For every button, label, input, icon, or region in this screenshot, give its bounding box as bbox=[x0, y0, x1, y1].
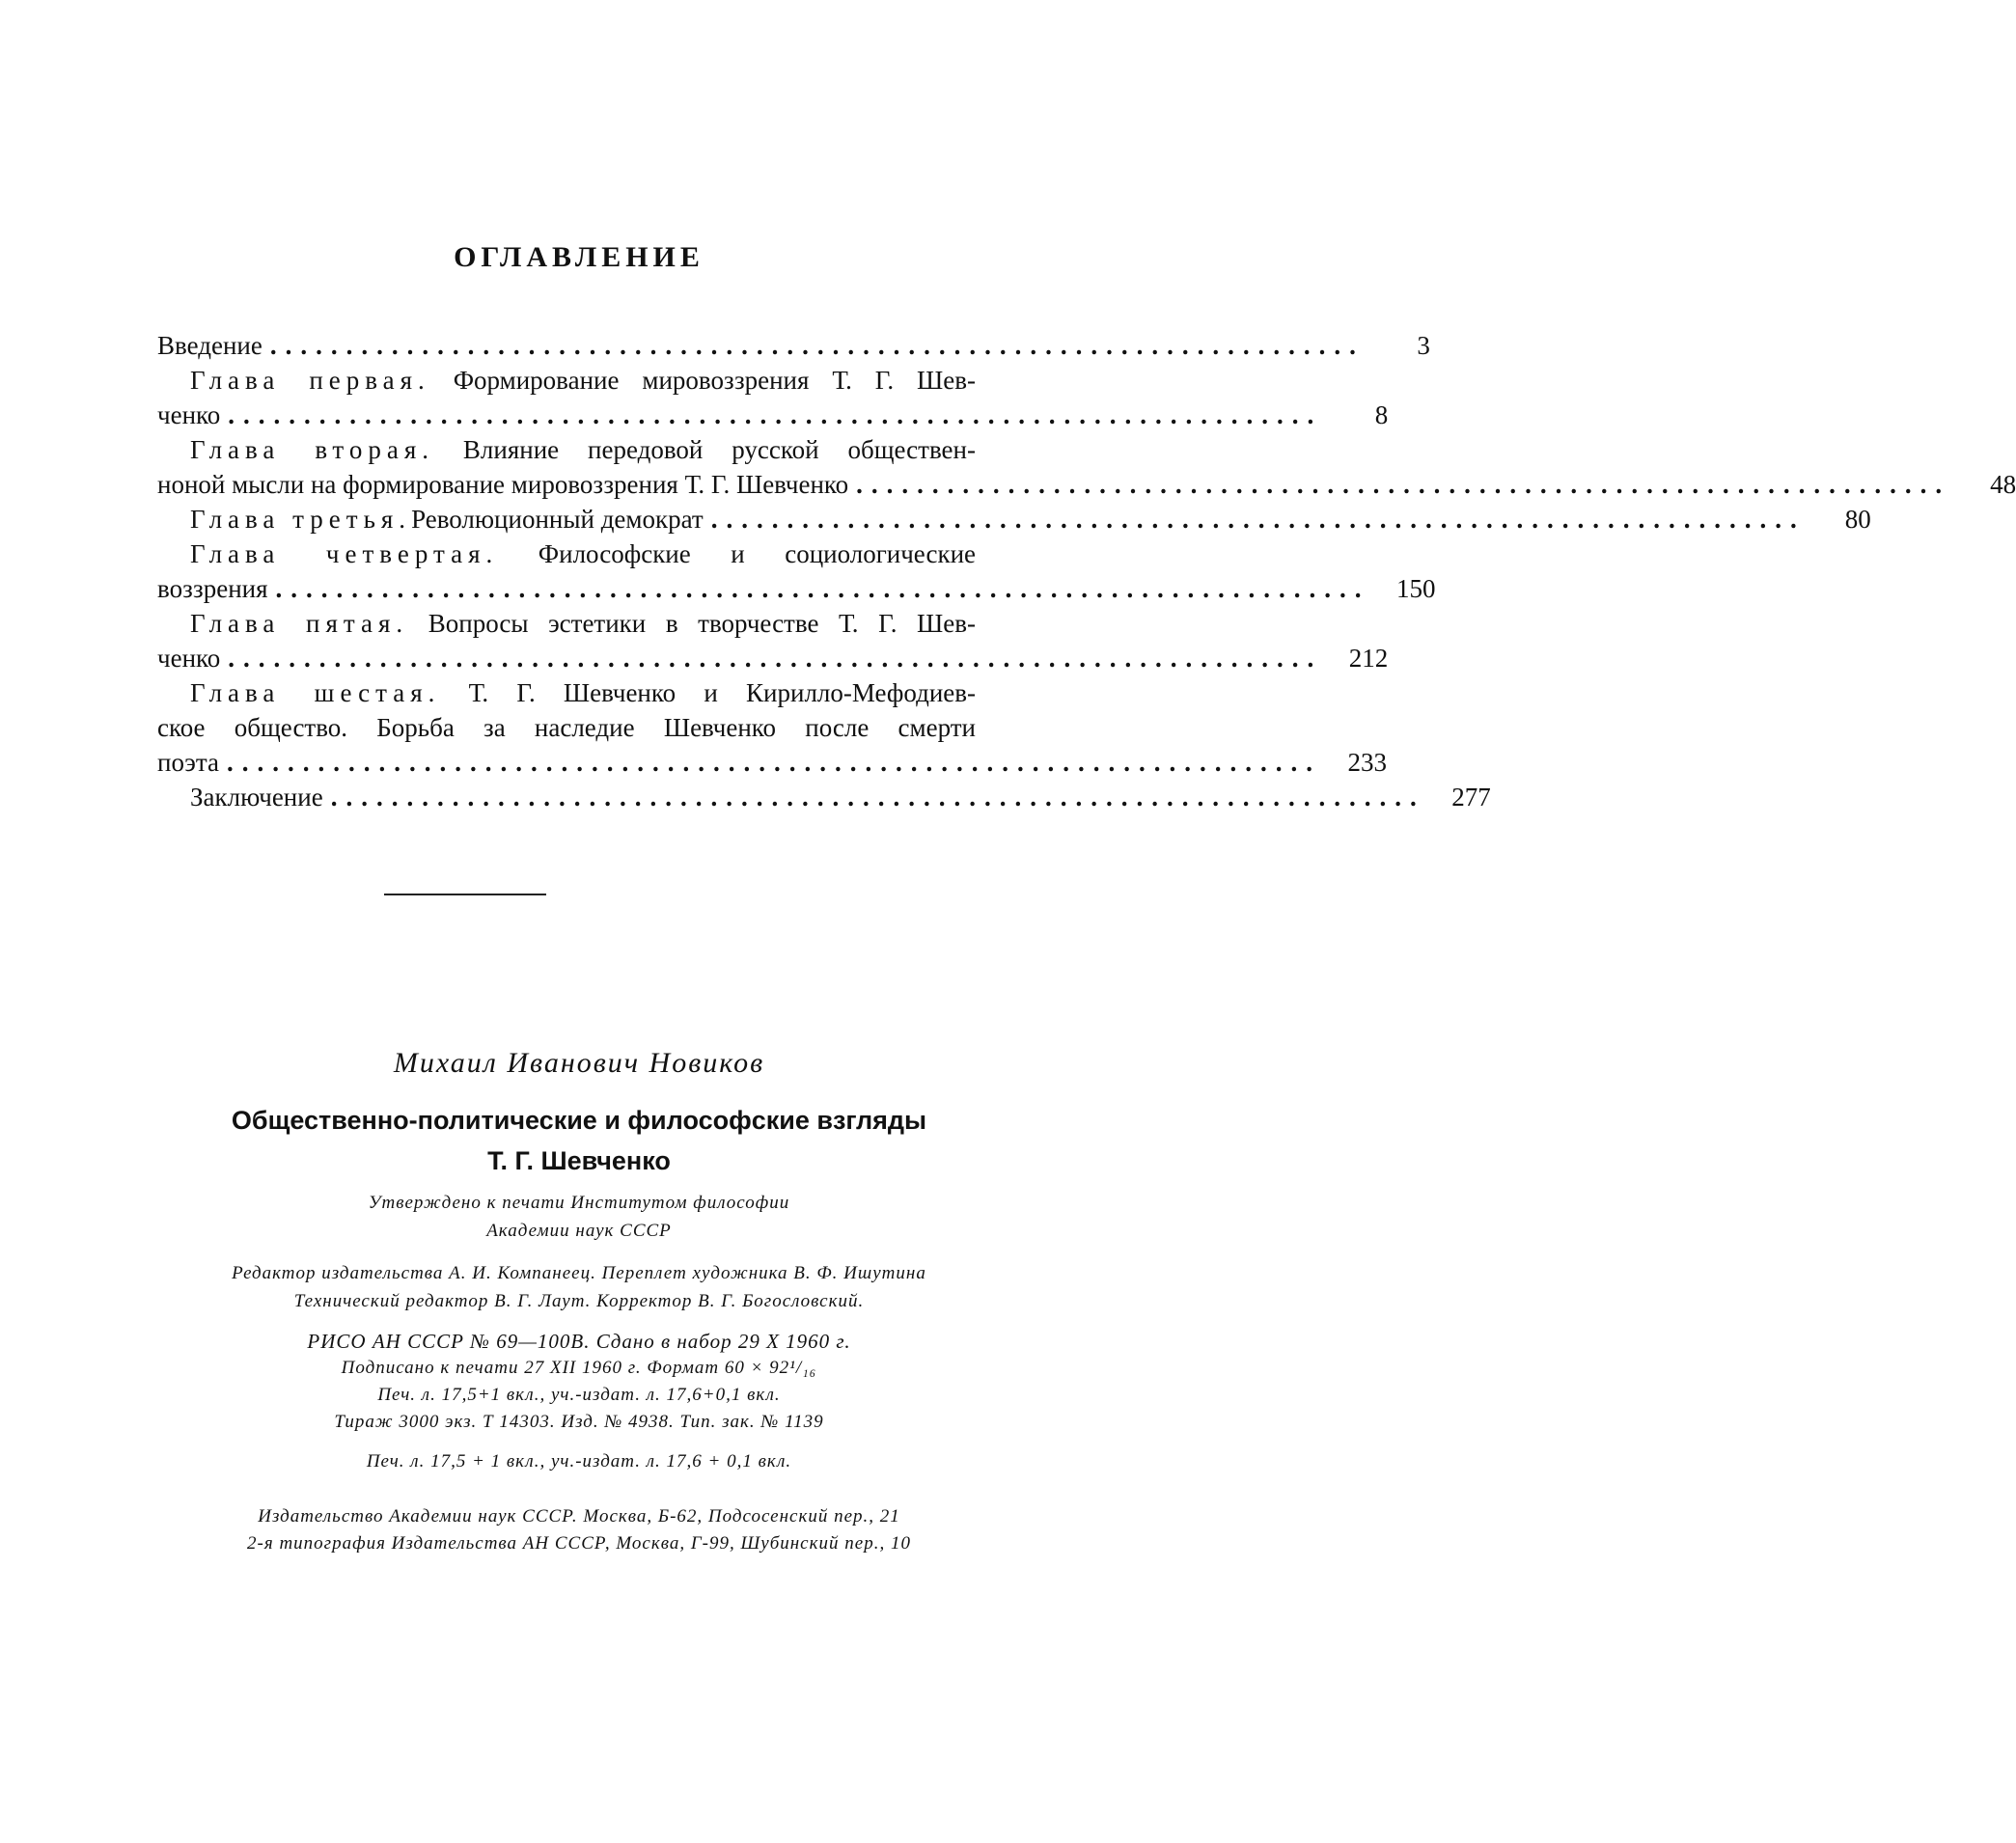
chapter-label: Глава третья. bbox=[190, 505, 412, 534]
toc-entry-text: Заключение bbox=[190, 783, 323, 811]
toc-entry-text: Т. Г. Шевченко и Кирилло-Мефодиев- bbox=[440, 678, 976, 707]
dot-leader: ........................................................................ bbox=[330, 783, 1425, 811]
toc-page-number: 150 bbox=[1396, 574, 1436, 603]
toc-entry-text: Формирование мировоззрения Т. Г. Шев- bbox=[429, 366, 976, 395]
toc-entry-text: Философские и социологические bbox=[498, 539, 977, 568]
toc-entry-text: ноной мысли на формирование мировоззрения Т. Г. Шевченко bbox=[157, 470, 849, 499]
publisher-line: 2-я типография Издательства АН СССР, Москва, Г-99, Шубинский пер., 10 bbox=[247, 1533, 911, 1554]
toc-entry-conclusion bbox=[157, 780, 1491, 814]
toc-page-number: 3 bbox=[1417, 331, 1430, 360]
toc-entry-text: Вопросы эстетики в творчестве Т. Г. Шев- bbox=[408, 609, 976, 638]
toc-entry-chapter-2 bbox=[157, 432, 2016, 502]
toc-entry-text: ское общество. Борьба за наследие Шевченко после смерти bbox=[157, 713, 976, 742]
toc-page-number: 212 bbox=[1348, 644, 1389, 673]
toc-page-number: 8 bbox=[1374, 400, 1389, 429]
table-of-contents bbox=[157, 328, 2016, 814]
approval-line: Утверждено к печати Институтом философии bbox=[368, 1193, 790, 1213]
toc-line bbox=[157, 502, 1871, 536]
toc-line bbox=[157, 536, 1034, 571]
toc-entry-text: ченко bbox=[157, 400, 221, 429]
toc-entry-text: ченко bbox=[157, 644, 221, 673]
toc-line bbox=[157, 432, 1034, 467]
printing-line: Тираж 3000 экз. Т 14303. Изд. № 4938. Тип. зак. № 1139 bbox=[334, 1412, 824, 1432]
dot-leader: ........................................................................ bbox=[856, 470, 1951, 499]
toc-entry-text: Введение bbox=[157, 331, 262, 360]
toc-line bbox=[157, 363, 1034, 398]
toc-title: ОГЛАВЛЕНИЕ bbox=[454, 241, 704, 273]
printing-line: РИСО АН СССР № 69—100В. Сдано в набор 29 X 1960 г. bbox=[307, 1330, 851, 1353]
toc-page-number: 80 bbox=[1844, 505, 1871, 534]
toc-line bbox=[157, 745, 1387, 780]
chapter-label: Глава вторая. bbox=[190, 435, 434, 464]
toc-line bbox=[157, 571, 1436, 606]
toc-page-number: 277 bbox=[1451, 783, 1491, 811]
book-title-line: Т. Г. Шевченко bbox=[487, 1146, 671, 1175]
toc-entry-introduction bbox=[157, 328, 1430, 363]
toc-entry-text: поэта bbox=[157, 748, 219, 777]
toc-entry-text: Влияние передовой русской обществен- bbox=[434, 435, 976, 464]
toc-line bbox=[157, 398, 1389, 432]
publisher-info bbox=[0, 1503, 1158, 1557]
editors-credits bbox=[0, 1259, 1158, 1315]
author-name: Михаил Иванович Новиков bbox=[393, 1047, 765, 1079]
approval-note bbox=[0, 1189, 1158, 1245]
toc-entry-text: воззрения bbox=[157, 574, 268, 603]
toc-page-number: 48 bbox=[1990, 470, 2016, 499]
section-divider bbox=[384, 894, 546, 895]
chapter-label: Глава первая. bbox=[190, 366, 430, 395]
dot-leader: ........................................................................ bbox=[228, 644, 1323, 673]
publisher-line: Издательство Академии наук СССР. Москва, Б-62, Подсосенский пер., 21 bbox=[258, 1506, 900, 1527]
toc-page-number: 233 bbox=[1347, 748, 1387, 777]
approval-line: Академии наук СССР bbox=[486, 1221, 672, 1241]
dot-leader: ........................................................................ bbox=[275, 574, 1370, 603]
printing-details bbox=[0, 1328, 1158, 1436]
toc-entry-chapter-5 bbox=[157, 606, 1389, 675]
toc-line bbox=[157, 641, 1389, 675]
editor-line: Технический редактор В. Г. Лаут. Корректор В. Г. Богословский. bbox=[293, 1291, 865, 1311]
toc-line bbox=[157, 467, 2016, 502]
book-title-line: Общественно-политические и философские взгляды bbox=[231, 1106, 927, 1135]
editor-line: Редактор издательства А. И. Компанеец. Переплет художника В. Ф. Ишутина bbox=[232, 1263, 926, 1283]
dot-leader: ........................................................................ bbox=[226, 748, 1321, 777]
toc-entry-chapter-1 bbox=[157, 363, 1389, 432]
dot-leader: ........................................................................ bbox=[269, 331, 1365, 360]
chapter-label: Глава шестая. bbox=[190, 678, 441, 707]
toc-line bbox=[157, 780, 1491, 814]
toc-entry-chapter-6 bbox=[157, 675, 1387, 780]
toc-line bbox=[157, 328, 1430, 363]
toc-entry-chapter-4 bbox=[157, 536, 1436, 606]
dot-leader: ........................................................................ bbox=[228, 400, 1323, 429]
toc-line bbox=[157, 710, 1034, 745]
toc-line bbox=[157, 675, 1034, 710]
toc-entry-chapter-3 bbox=[157, 502, 1871, 536]
print-sheets-note: Печ. л. 17,5 + 1 вкл., уч.-издат. л. 17,6 + 0,1 вкл. bbox=[366, 1451, 792, 1472]
toc-entry-text: Революционный демократ bbox=[411, 505, 704, 534]
book-title bbox=[0, 1100, 1158, 1181]
printing-line: Подписано к печати 27 XII 1960 г. Формат 60 × 92¹/₁₆ bbox=[341, 1358, 817, 1378]
toc-line bbox=[157, 606, 1034, 641]
chapter-label: Глава четвертая. bbox=[190, 539, 499, 568]
dot-leader: ........................................................................ bbox=[710, 505, 1806, 534]
printing-line: Печ. л. 17,5+1 вкл., уч.-издат. л. 17,6+0,1 вкл. bbox=[377, 1385, 781, 1405]
chapter-label: Глава пятая. bbox=[190, 609, 409, 638]
